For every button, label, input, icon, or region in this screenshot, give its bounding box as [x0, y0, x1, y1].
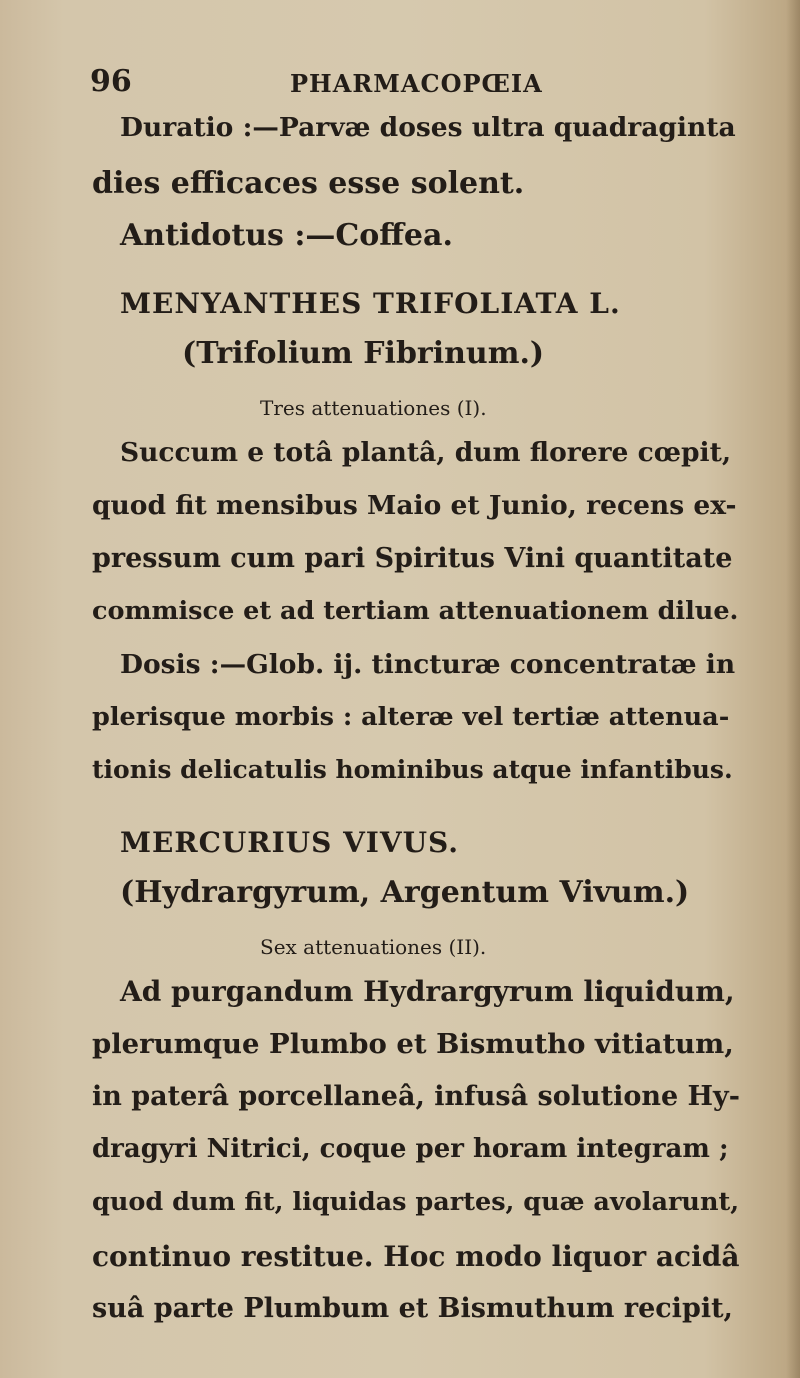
page-number: 96 [90, 64, 132, 99]
text-line: Succum e totâ plantâ, dum florere cœpit, [120, 437, 732, 468]
text-line: Antidotus :—Coffea. [120, 218, 453, 253]
attenuation-note: Tres attenuationes (I). [260, 396, 487, 420]
attenuation-note: Sex attenuationes (II). [260, 935, 487, 959]
section-subtitle: (Hydrargyrum, Argentum Vivum.) [120, 875, 690, 910]
text-line: dies efficaces esse solent. [92, 166, 525, 201]
running-title: PHARMACOPŒIA [290, 69, 543, 98]
section-subtitle: (Trifolium Fibrinum.) [182, 336, 545, 371]
text-line: Duratio :—Parvæ doses ultra quadraginta [120, 112, 736, 143]
page-edge-shadow [786, 0, 800, 1378]
text-line: quod fit mensibus Maio et Junio, recens ex- [92, 490, 737, 521]
text-line: commisce et ad tertiam attenuationem dilue. [92, 596, 739, 626]
text-line: plerisque morbis : alteræ vel tertiæ attenua- [92, 702, 730, 732]
section-title: MERCURIUS VIVUS. [120, 826, 459, 859]
text-line: Ad purgandum Hydrargyrum liquidum, [120, 975, 735, 1008]
text-line: dragyri Nitrici, coque per horam integram ; [92, 1134, 729, 1164]
section-title: MENYANTHES TRIFOLIATA L. [120, 287, 621, 320]
text-line: in paterâ porcellaneâ, infusâ solutione Hy- [92, 1081, 740, 1112]
text-line: tionis delicatulis hominibus atque infantibus. [92, 755, 733, 784]
text-line: continuo restitue. Hoc modo liquor acidâ [92, 1240, 740, 1273]
text-line: pressum cum pari Spiritus Vini quantitate [92, 543, 733, 574]
text-line: plerumque Plumbo et Bismutho vitiatum, [92, 1028, 734, 1060]
text-line: suâ parte Plumbum et Bismuthum recipit, [92, 1293, 733, 1324]
text-line: Dosis :—Glob. ij. tincturæ concentratæ in [120, 649, 736, 680]
text-line: quod dum fit, liquidas partes, quæ avolarunt, [92, 1187, 740, 1217]
